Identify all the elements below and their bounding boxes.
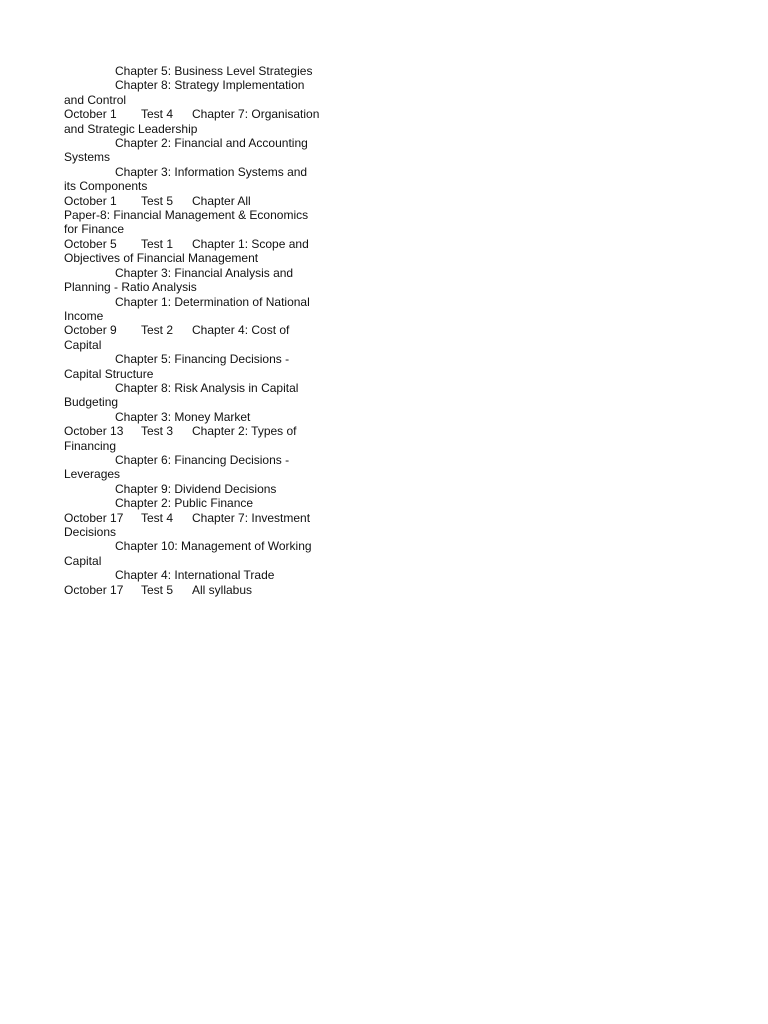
text-line bbox=[64, 237, 329, 251]
text-line bbox=[64, 352, 329, 366]
text-line bbox=[64, 136, 329, 150]
text-line bbox=[64, 194, 329, 208]
line-text: Chapter 10: Management of Working bbox=[115, 539, 312, 554]
text-line bbox=[64, 424, 329, 438]
line-text: Leverages bbox=[64, 467, 121, 482]
test-cell: Test 3 bbox=[141, 424, 174, 439]
text-line bbox=[64, 381, 329, 395]
text-line bbox=[64, 511, 329, 525]
line-text: its Components bbox=[64, 179, 148, 194]
line-text: Paper-8: Financial Management & Economics bbox=[64, 208, 309, 223]
text-line bbox=[64, 150, 329, 164]
text-line bbox=[64, 266, 329, 280]
line-text: Decisions bbox=[64, 525, 117, 539]
line-text: for Finance bbox=[64, 222, 125, 237]
text-line bbox=[64, 525, 329, 539]
date-cell: October 5 bbox=[64, 236, 117, 251]
line-text: Capital bbox=[64, 337, 102, 352]
date-cell: October 17 bbox=[64, 510, 124, 525]
line-text: Systems bbox=[64, 150, 111, 165]
text-line bbox=[64, 395, 329, 409]
line-text: Chapter 2: Financial and Accounting bbox=[115, 136, 308, 151]
line-text: Chapter 1: Scope and bbox=[192, 236, 309, 251]
test-cell: Test 5 bbox=[141, 582, 174, 597]
line-text: Chapter 2: Public Finance bbox=[115, 496, 254, 511]
test-cell: Test 2 bbox=[141, 323, 174, 338]
text-line bbox=[64, 280, 329, 294]
text-line bbox=[64, 251, 329, 265]
text-line bbox=[64, 309, 329, 323]
text-line bbox=[64, 295, 329, 309]
text-line bbox=[64, 453, 329, 467]
date-cell: October 1 bbox=[64, 107, 117, 122]
text-line bbox=[64, 467, 329, 481]
line-text: Chapter 3: Financial Analysis and bbox=[115, 265, 294, 280]
line-text: and Control bbox=[64, 92, 127, 107]
line-text: Chapter 6: Financing Decisions - bbox=[115, 452, 290, 467]
text-line bbox=[64, 439, 329, 453]
text-line bbox=[64, 338, 329, 352]
text-line bbox=[64, 222, 329, 236]
line-text: Income bbox=[64, 308, 104, 323]
text-line bbox=[64, 93, 329, 107]
line-text: Chapter 3: Information Systems and bbox=[115, 164, 308, 179]
date-cell: October 1 bbox=[64, 193, 117, 208]
line-text: Chapter 5: Business Level Strategies bbox=[115, 64, 313, 78]
line-text: All syllabus bbox=[192, 582, 253, 597]
line-text: Chapter 8: Strategy Implementation bbox=[115, 78, 305, 93]
line-text: Chapter 2: Types of bbox=[192, 424, 297, 439]
line-text: Planning - Ratio Analysis bbox=[64, 280, 197, 295]
text-line bbox=[64, 179, 329, 193]
test-cell: Test 4 bbox=[141, 107, 174, 122]
line-text: Chapter 1: Determination of National bbox=[115, 294, 310, 309]
line-text: Chapter 8: Risk Analysis in Capital bbox=[115, 380, 299, 395]
line-text: Chapter 9: Dividend Decisions bbox=[115, 481, 277, 496]
date-cell: October 9 bbox=[64, 323, 117, 338]
line-text: Chapter 4: International Trade bbox=[115, 568, 275, 583]
line-text: and Strategic Leadership bbox=[64, 121, 198, 136]
line-text: Chapter 3: Money Market bbox=[115, 409, 251, 424]
test-cell: Test 5 bbox=[141, 193, 174, 208]
text-line bbox=[64, 496, 329, 510]
line-text: Chapter 7: Investment bbox=[192, 510, 311, 525]
text-line bbox=[64, 122, 329, 136]
line-text: Financing bbox=[64, 438, 117, 453]
date-cell: October 13 bbox=[64, 424, 124, 439]
line-text: Chapter All bbox=[192, 193, 251, 208]
line-text: Objectives of Financial Management bbox=[64, 251, 259, 266]
line-text: Chapter 4: Cost of bbox=[192, 323, 290, 338]
document-text bbox=[64, 64, 329, 597]
test-cell: Test 1 bbox=[141, 236, 174, 251]
text-line bbox=[64, 568, 329, 582]
text-line bbox=[64, 583, 329, 597]
text-line bbox=[64, 107, 329, 121]
text-line bbox=[64, 165, 329, 179]
text-line bbox=[64, 78, 329, 92]
date-cell: October 17 bbox=[64, 582, 124, 597]
line-text: Chapter 5: Financing Decisions - bbox=[115, 352, 290, 367]
line-text: Budgeting bbox=[64, 395, 119, 410]
text-line bbox=[64, 208, 329, 222]
line-text: Capital bbox=[64, 553, 102, 568]
text-line bbox=[64, 554, 329, 568]
text-line bbox=[64, 323, 329, 337]
text-line bbox=[64, 64, 329, 78]
text-line bbox=[64, 539, 329, 553]
text-line bbox=[64, 410, 329, 424]
line-text: Chapter 7: Organisation bbox=[192, 107, 320, 122]
test-cell: Test 4 bbox=[141, 510, 174, 525]
line-text: Capital Structure bbox=[64, 366, 154, 381]
text-line bbox=[64, 482, 329, 496]
text-line bbox=[64, 367, 329, 381]
